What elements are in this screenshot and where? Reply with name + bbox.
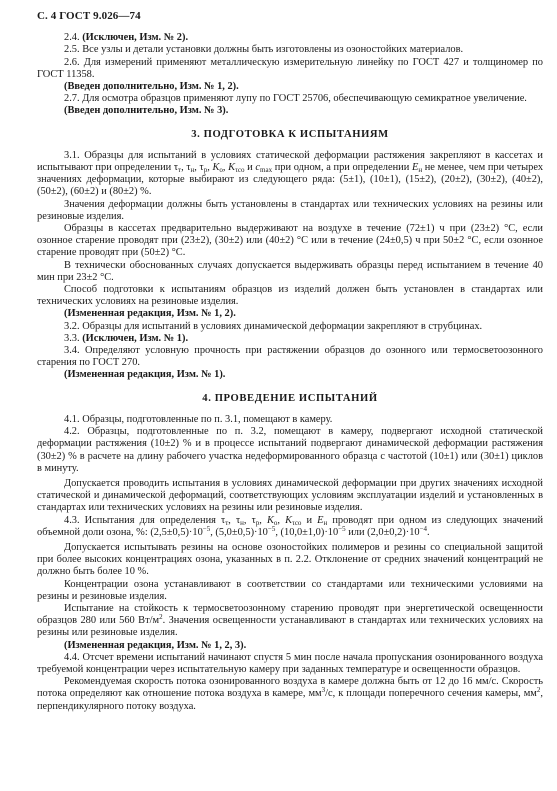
paragraph-text: Для измерений применяют металлическую измерительную линейку по ГОСТ 427 и толщиномер по ГОСТ 11358. [37, 56, 543, 80]
amendment-note: (Введен дополнительно, Изм. № 3). [64, 105, 229, 117]
paragraph [37, 345, 543, 369]
amendment-note: (Введен дополнительно, Изм. № 1, 2). [64, 81, 239, 93]
amendment-note: (Измененная редакция, Изм. № 1, 2). [64, 308, 236, 320]
clause-number: 2.7. [64, 93, 80, 105]
paragraph [37, 284, 543, 308]
paragraph-text: Образцы для испытаний в условиях динамической деформации закрепляют в струбцинах. [82, 320, 483, 332]
paragraph: Образцы в кассетах предварительно выдерживают на воздухе в течение (72±1) ч при (23±2) °С, если озонное старение проводят при (23±2), (30±2) или (40±2) °С или в течение (24±0,5) ч при 50±2 °С, если озонное старение проводят при (50±2) °С. [37, 223, 543, 259]
paragraph-text: Образцы, подготовленные по п. 3.2, помещают в камеру, подвергают исходной статической деформации растяжения (10±2) % и в процессе испытаний подвергают динамической деформации растяжения (30±2) % в расчете на длину рабочего участка недеформированного образца с частотой (10±1) или (30±1) циклов в минуту. [37, 426, 543, 474]
paragraph [37, 579, 543, 603]
paragraph: 3.1. Образцы для испытаний в условиях статической деформации растяжения закрепляют в кассетах и испытывают при определении $\tau_т$, $\tau_н$, $\tau_р$, $K_o$, $K_{\tau co}$ и $c_{max}$ при одном, а при определении $E_н$ не менее, чем при четырех значениях деформации, которые выбирают из следующего ряда: (5±1), (10±1), (15±2), (20±2), (30±2), (40±2), (50±2), (60±2) и (80±2) %. [37, 149, 544, 198]
paragraph [37, 478, 543, 515]
paragraph [37, 321, 543, 333]
paragraph-text: Значения деформации должны быть установлены в стандартах или технических условиях на резины или резиновые изделия. [37, 198, 543, 222]
page-header: С. 4 ГОСТ 9.026—74 [37, 10, 141, 22]
section-heading: 4. ПРОВЕДЕНИЕ ИСПЫТАНИЙ [202, 392, 378, 404]
clause-number: 2.4. [64, 32, 80, 44]
clause-number: 4.4. [64, 651, 80, 663]
document-body [37, 32, 543, 713]
paragraph-text: Для осмотра образцов применяют лупу по ГОСТ 25706, обеспечивающую семикратное увеличение. [82, 93, 527, 105]
paragraph: Испытание на стойкость к термосветоозонному старению проводят при энергетической освещенности образцов 280 или 560 $Вт/м^2$. Значения освещенности устанавливают в стандартах или технических условиях на резины или резиновые изделия. [37, 602, 544, 639]
paragraph-text: Все узлы и детали установки должны быть изготовлены из озоностойких материалов. [82, 44, 464, 56]
clause-number: 4.2. [64, 426, 80, 438]
paragraph-text: Способ подготовки к испытаниям образцов из изделий должен быть установлен в стандартах или технических условиях на резиновые изделия. [37, 284, 543, 308]
section-heading: 3. ПОДГОТОВКА К ИСПЫТАНИЯМ [191, 128, 389, 140]
paragraph-text: (Исключен, Изм. № 1). [82, 332, 189, 344]
amendment-note: (Измененная редакция, Изм. № 1). [64, 369, 226, 381]
paragraph [37, 57, 543, 81]
amendment-note: (Измененная редакция, Изм. № 1, 2, 3). [64, 639, 247, 651]
paragraph [37, 260, 543, 284]
paragraph-text: Отсчет времени испытаний начинают спустя 5 мин после начала пропускания озонированного воздуха требуемой концентрации через испытательную камеру при заданных температуре и освещенности образцов. [37, 651, 543, 675]
paragraph [37, 44, 543, 56]
clause-number: 3.3. [64, 332, 80, 344]
paragraph [37, 333, 543, 345]
paragraph [37, 542, 543, 579]
paragraph [37, 32, 543, 44]
clause-number: 2.6. [64, 56, 80, 68]
paragraph-text: Допускается испытывать резины на основе озоностойких полимеров и резины со специальной защитой при более высоких концентрациях озона, указанных в п. 2.2. Отклонение от средних значений концентраций не должно быть более 10 %. [37, 541, 543, 578]
paragraph-text: В технически обоснованных случаях допускается выдерживать образцы перед испытанием в течение 40 мин при 23±2 °С. [37, 259, 543, 283]
paragraph: 4.3. Испытания для определения $\tau_т$, $\tau_н$, $\tau_р$, $K_o$, $K_{\tau co}$ и $E_н$ проводят при одном из следующих значений объемной доли озона, %: $(2,5\pm 0,5)\cdot 10^{-5}$, $(5,0\pm 0,5)\cdot 10^{-5}$, $(10,0\pm 1,0)\cdot 10^{-5}$ или $(2,0\pm 0,2)\cdot 10^{-4}$. [37, 514, 544, 538]
paragraph-text: Концентрации озона устанавливают в соответствии со стандартами или техническими условиями на резины и резиновые изделия. [37, 578, 543, 602]
clause-number: 3.4. [64, 345, 80, 357]
paragraph [37, 426, 543, 475]
paragraph-text: Определяют условную прочность при растяжении образцов до озонного или термосветоозонного старения по ГОСТ 270. [37, 345, 543, 369]
clause-number: 4.1. [64, 413, 80, 425]
paragraph-text: Образцы, подготовленные по п. 3.1, помещают в камеру. [82, 413, 333, 425]
paragraph [37, 93, 543, 105]
paragraph-text: Допускается проводить испытания в условиях динамической деформации при других значениях исходной статической и динамической деформаций, соответствующих условиям эксплуатации изделий и установленных в стандартах или технических условиях на резины или резиновые изделия. [37, 477, 543, 514]
clause-number: 2.5. [64, 44, 80, 56]
paragraph-text: (Исключен, Изм. № 2). [82, 32, 189, 44]
paragraph: Рекомендуемая скорость потока озонированного воздуха в камере должна быть от 12 до 16 мм/с. Скорость потока определяют как отношение потока воздуха в камере, $мм^3/с$, к площади поперечного сечения камеры, $мм^2$, перпендикулярного потоку воздуха. [37, 676, 543, 712]
clause-number: 3.2. [64, 320, 80, 332]
paragraph [37, 199, 543, 223]
paragraph [37, 414, 543, 426]
paragraph [37, 652, 543, 676]
